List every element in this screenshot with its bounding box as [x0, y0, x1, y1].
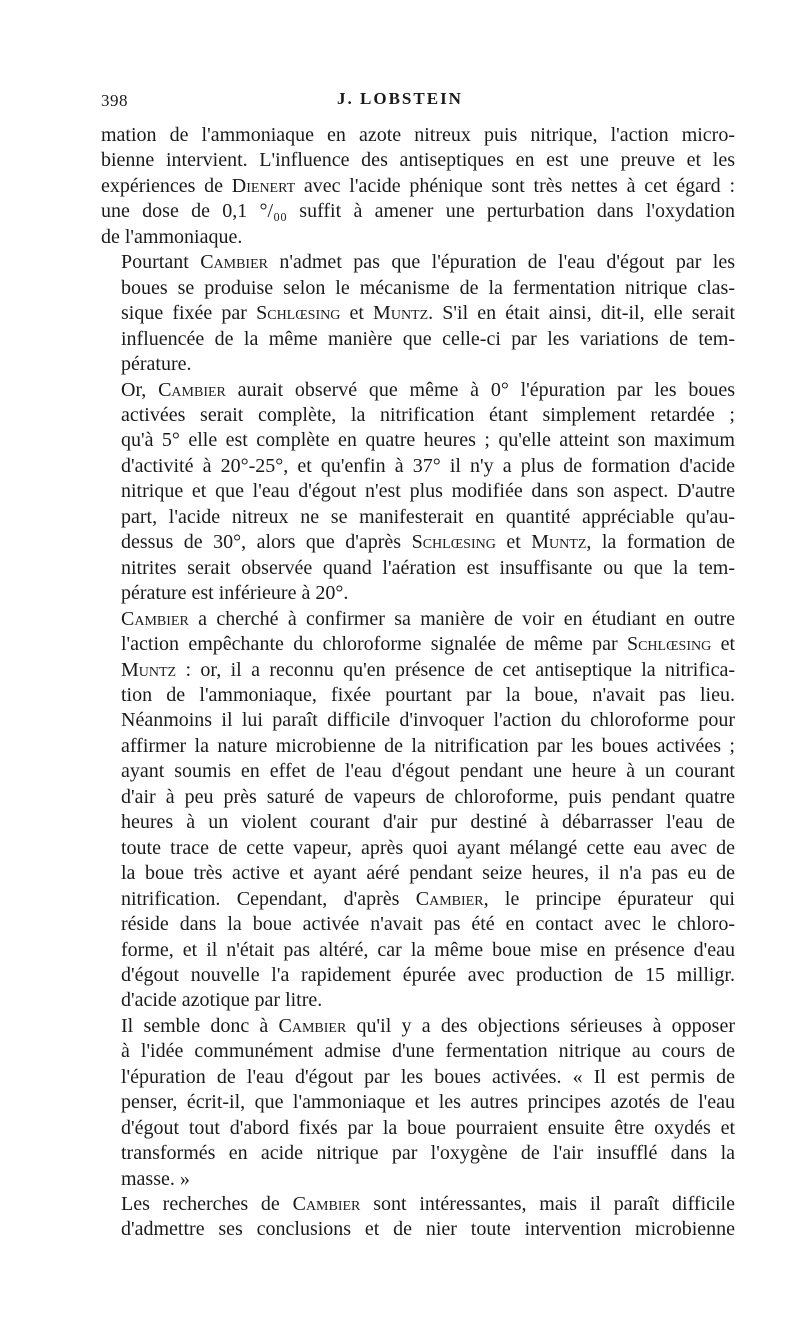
text-line: d'égout nouvelle l'a rapidement épurée avec production de 15 milligr. [121, 963, 735, 986]
text-line: d'égout tout d'abord fixés par la boue pourraient ensuite être oxydés et [121, 1116, 735, 1139]
text-line: tion de l'ammoniaque, fixée pourtant par la boue, n'avait pas lieu. [121, 683, 735, 706]
body-text [101, 123, 735, 1243]
text-line: Muntz : or, il a reconnu qu'en présence de cet antiseptique la nitrifica- [121, 658, 735, 681]
text-line: d'acide azotique par litre. [121, 989, 323, 1012]
text-line: l'épuration de l'eau d'égout par les boues activées. « Il est permis de [121, 1065, 735, 1088]
text-line: nitrites serait observée quand l'aération est insuffisante ou que la tem- [121, 556, 735, 579]
text-line: part, l'acide nitreux ne se manifesterait en quantité appréciable qu'au- [121, 505, 735, 528]
author-name: Dienert [231, 174, 296, 197]
author-name: Cambier [158, 378, 226, 401]
running-head: J. LOBSTEIN [337, 89, 463, 108]
text-line: d'activité à 20°-25°, et qu'enfin à 37° il n'y a plus de formation d'acide [121, 454, 735, 477]
text-line: l'action empêchante du chloroforme signalée de même par Schlœsing et [121, 633, 735, 656]
text-line: nitrique et que l'eau d'égout n'est plus modifiée dans son aspect. D'autre [121, 480, 735, 503]
text-line: Il semble donc à Cambier qu'il y a des objections sérieuses à opposer [121, 1014, 735, 1037]
paragraph [101, 250, 735, 377]
page-number: 398 [101, 91, 128, 110]
text-line: affirmer la nature microbienne de la nitrification par les boues activées ; [121, 734, 735, 757]
paragraph [101, 378, 735, 607]
text-line: Cambier a cherché à confirmer sa manière de voir en étudiant en outre [121, 607, 735, 630]
paragraph [101, 1192, 735, 1243]
text-line: heures à un violent courant d'air pur destiné à débarrasser l'eau de [121, 811, 735, 834]
text-line: influencée de la même manière que celle-ci par les variations de tem- [121, 327, 735, 350]
author-name: Muntz [531, 531, 587, 554]
text-line: Les recherches de Cambier sont intéressantes, mais il paraît difficile [121, 1193, 735, 1216]
text-line: la boue très active et ayant aéré pendant seize heures, il n'a pas eu de [121, 862, 735, 885]
paragraph [101, 123, 735, 250]
text-line: de l'ammoniaque. [101, 225, 243, 248]
author-name: Schlœsing [626, 633, 712, 656]
text-line: à l'idée communément admise d'une fermentation nitrique au cours de [121, 1040, 735, 1063]
author-name: Cambier [415, 887, 484, 910]
author-name: Schlœsing [256, 302, 341, 325]
text-line: pérature. [121, 353, 192, 376]
text-line: boues se produise selon le mécanisme de la fermentation nitrique clas- [121, 276, 735, 299]
text-line: dessus de 30°, alors que d'après Schlœsing et Muntz, la formation de [121, 531, 736, 554]
author-name: Cambier [121, 607, 189, 630]
text-line: masse. » [121, 1167, 190, 1190]
text-line: qu'à 5° elle est complète en quatre heures ; qu'elle atteint son maximum [121, 429, 735, 452]
text-line: mation de l'ammoniaque en azote nitreux puis nitrique, l'action micro- [101, 124, 735, 146]
text-line: une dose de 0,1 °/₀₀ suffit à amener une perturbation dans l'oxydation [101, 200, 735, 223]
text-line: pérature est inférieure à 20°. [121, 582, 349, 605]
paragraph [101, 607, 735, 1014]
author-name: Cambier [292, 1193, 361, 1216]
author-name: Schlœsing [411, 531, 496, 554]
author-name: Cambier [278, 1014, 347, 1037]
text-line: d'admettre ses conclusions et de nier toute intervention microbienne [121, 1218, 735, 1241]
text-line: penser, écrit-il, que l'ammoniaque et les autres principes azotés de l'eau [121, 1091, 735, 1114]
text-line: Néanmoins il lui paraît difficile d'invoquer l'action du chloroforme pour [121, 709, 735, 732]
text-line: Pourtant Cambier n'admet pas que l'épuration de l'eau d'égout par les [121, 251, 735, 274]
text-line: d'air à peu près saturé de vapeurs de chloroforme, puis pendant quatre [121, 785, 735, 808]
text-line: sique fixée par Schlœsing et Muntz. S'il en était ainsi, dit-il, elle serait [121, 302, 736, 325]
author-name: Cambier [200, 251, 268, 274]
author-name: Muntz [121, 658, 177, 681]
text-line: transformés en acide nitrique par l'oxygène de l'air insufflé dans la [121, 1142, 735, 1165]
text-line: ayant soumis en effet de l'eau d'égout pendant une heure à un courant [121, 760, 735, 783]
text-line: bienne intervient. L'influence des antiseptiques en est une preuve et les [101, 149, 735, 172]
text-line: activées serait complète, la nitrification étant simplement retardée ; [121, 403, 735, 426]
paragraph [101, 1014, 735, 1192]
text-line: toute trace de cette vapeur, après quoi ayant mélangé cette eau avec de [121, 836, 735, 859]
author-name: Muntz [373, 302, 429, 325]
text-line: forme, et il n'était pas altéré, car la même boue mise en présence d'eau [121, 938, 735, 961]
text-line: Or, Cambier aurait observé que même à 0° l'épuration par les boues [121, 378, 735, 401]
text-line: réside dans la boue activée n'avait pas été en contact avec le chloro- [121, 913, 735, 936]
text-line: expériences de Dienert avec l'acide phénique sont très nettes à cet égard : [101, 174, 735, 197]
text-line: nitrification. Cependant, d'après Cambier, le principe épurateur qui [121, 887, 735, 910]
